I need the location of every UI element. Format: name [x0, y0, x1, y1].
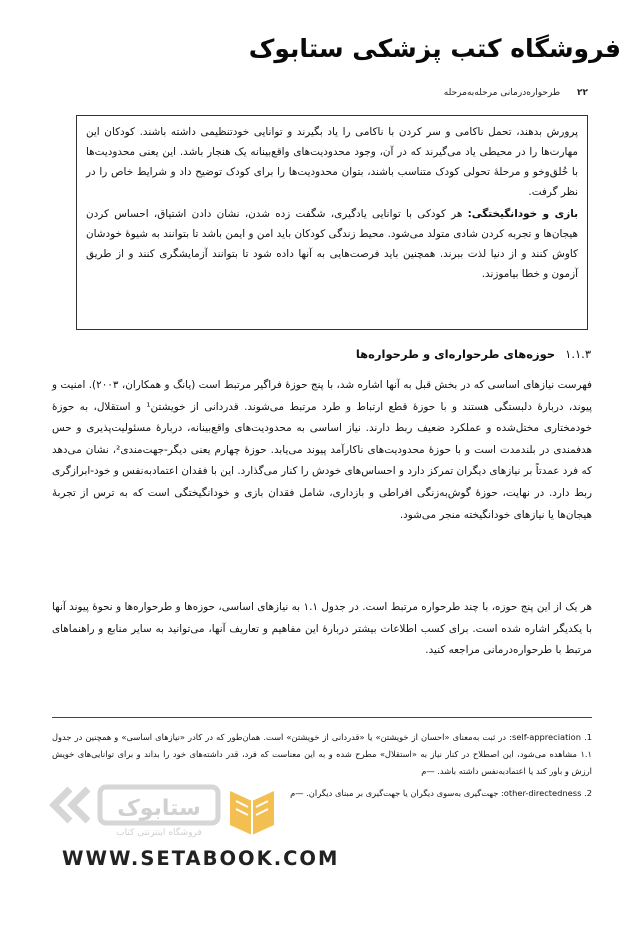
info-box [76, 115, 588, 330]
body-paragraph: هر یک از این پنج حوزه، با چند طرحواره مرتبط است. در جدول ۱.۱ به نیازهای اساسی، حوزه‌ها و طرحواره‌ها و نحوهٔ پیوند آنها با یکدیگر اشاره شده است. برای کسب اطلاعات بیشتر دربارهٔ این مفاهیم و تعاریف آنها، می‌توانید به سایر منابع و راهنماهای مرتبط با طرحواره‌درمانی مراجعه کنید. [52, 601, 592, 657]
box-term-text: هر کودکی با توانایی یادگیری، شگفت زده شدن، نشان دادن اشتیاق، احساس کردن هیجان‌ها و تجربه کردن شادی متولد می‌شود. محیط زندگی کودکان باید امن و ایمن باشد تا بتوانند به شیوهٔ خودشان کاوش کنند و از دنیا لذت ببرند. همچنین باید فرصت‌هایی به آنها داده شود تا بتوانند آزمایشگری کنند و از طریق آزمون و خطا بیاموزند. [86, 208, 578, 280]
section-title: حوزه‌های طرحواره‌ای و طرحواره‌ها [355, 347, 556, 361]
footnote-divider [52, 717, 592, 718]
page-number: ۲۲ [577, 88, 588, 98]
box-paragraph: پرورش بدهند، تحمل ناکامی و سر کردن با ناکامی را یاد بگیرند و توانایی خودتنظیمی داشته باشند. کودکان این مهارت‌ها را در محیطی یاد می‌گیرند که در آن، وجود محدودیت‌های واقع‌بینانه یک هنجار باشد. این یعنی محدودیت‌ها با خُلق‌وخو و مرحلهٔ تحولی کودک متناسب باشند، بتوان محدودیت‌ها را برای کودک توضیح داد و شرایط خاص را در نظر گرفت. [86, 126, 578, 198]
logo-wordmark: ستابوک [117, 796, 201, 821]
box-term: بازی و خودانگیختگی: [467, 208, 578, 220]
running-title: طرحواره‌درمانی مرحله‌به‌مرحله [443, 88, 561, 98]
section-number: ۱.۱.۳ [565, 347, 591, 361]
page-header-title: فروشگاه کتب پزشکی ستابوک [248, 34, 621, 63]
section-heading [356, 347, 591, 361]
body-paragraph: فهرست نیازهای اساسی که در بخش قبل به آنها اشاره شد، با پنج حوزهٔ فراگیر مرتبط است (یانگ و همکاران، ۲۰۰۳). امنیت و پیوند، دربارهٔ دلبستگی هستند و با حوزهٔ قطع ارتباط و طرد مرتبط می‌شوند. قدردانی از خویشتن¹ و استقلال، به حوزهٔ خودمختاری مختل‌شده و عملکرد ضعیف ربط دارند. نیاز اساسی به محدودیت‌های واقع‌بینانه، دربارهٔ مسئولیت‌پذیری و حس هدفمندی در بلندمدت است و با حوزهٔ محدودیت‌های ناکارآمد پیوند می‌یابد. حوزهٔ چهارم یعنی دیگر-جهت‌مندی²، نشان می‌دهد که فرد عمدتاً بر نیازهای دیگران تمرکز دارد و احساس‌های خودش را کنار می‌گذارد. این با فقدان اعتمادبه‌نفس و خود-ابرازگری ربط دارد. در نهایت، حوزهٔ گوش‌به‌زنگی افراطی و بازداری، شامل فقدان بازی و خودانگیختگی است که به ترس از تجربهٔ هیجان‌ها یا نیازهای خودانگیخته منجر می‌شود. [52, 379, 592, 521]
footnote: 2. other-directedness: جهت‌گیری به‌سوی دیگران یا جهت‌گیری بر مبنای دیگران. —م [290, 788, 592, 798]
logo-chevrons-icon [54, 789, 88, 821]
footnote: 1. self-appreciation: در ثبت به‌معنای «احسان از خویشتن» یا «قدردانی از خویشتن» است. همان‌طور که در کادر «نیازهای اساسی» و همچنین در جدول ۱.۱ مشاهده می‌شود، این اصطلاح در کنار نیاز به «استقلال» مطرح شده و به این معناست که فرد، قدر داشته‌های خود را بداند و برای توانایی‌های خویش ارزش و باور کند یا اعتمادبه‌نفس داشته باشد. —م [52, 732, 592, 776]
logo-subtitle: فروشگاه اینترنتی کتاب [116, 828, 202, 838]
site-url: WWW.SETABOOK.COM [62, 847, 340, 870]
box-paragraph-play [86, 204, 578, 284]
running-header [444, 88, 588, 98]
setabook-logo [48, 781, 280, 839]
logo-book-icon [230, 791, 274, 835]
